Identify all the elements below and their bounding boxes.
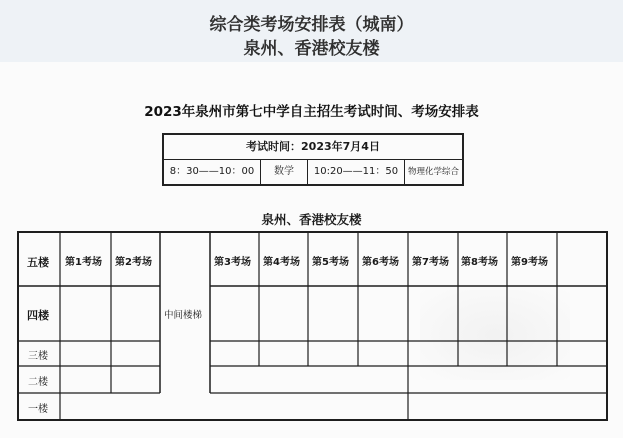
room-label: 第2考场	[115, 257, 152, 268]
room-label: 第6考场	[362, 257, 399, 268]
header-subtitle: 泉州、香港校友楼	[243, 39, 380, 59]
paper-stain	[420, 290, 570, 380]
schedule-subject-1: 数学	[274, 166, 294, 177]
schedule-table	[162, 133, 464, 186]
floor-label-1: 一楼	[28, 404, 48, 415]
schedule-row	[164, 160, 462, 184]
room-label: 第5考场	[312, 257, 349, 268]
room-label: 第8考场	[461, 257, 498, 268]
schedule-time-2: 10:20——11：50	[313, 166, 399, 177]
floor-label-3: 三楼	[28, 351, 48, 362]
document-title: 2023年泉州市第七中学自主招生考试时间、考场安排表	[144, 104, 479, 120]
header-title: 综合类考场安排表（城南）	[209, 15, 414, 35]
stairs-label: 中间楼梯	[164, 310, 203, 321]
floor-label-5: 五楼	[27, 256, 49, 269]
floor-label-4: 四楼	[27, 309, 49, 322]
schedule-subject-2: 物理化学综合	[407, 167, 459, 177]
schedule-heading: 考试时间：2023年7月4日	[164, 135, 462, 160]
building-title: 泉州、香港校友楼	[261, 212, 362, 227]
room-label: 第7考场	[412, 257, 449, 268]
room-label: 第3考场	[214, 257, 251, 268]
schedule-time-1: 8：30——10：00	[169, 166, 255, 177]
room-label: 第4考场	[263, 257, 300, 268]
floor-label-2: 二楼	[28, 377, 48, 388]
room-label: 第9考场	[511, 257, 548, 268]
room-label: 第1考场	[65, 257, 102, 268]
